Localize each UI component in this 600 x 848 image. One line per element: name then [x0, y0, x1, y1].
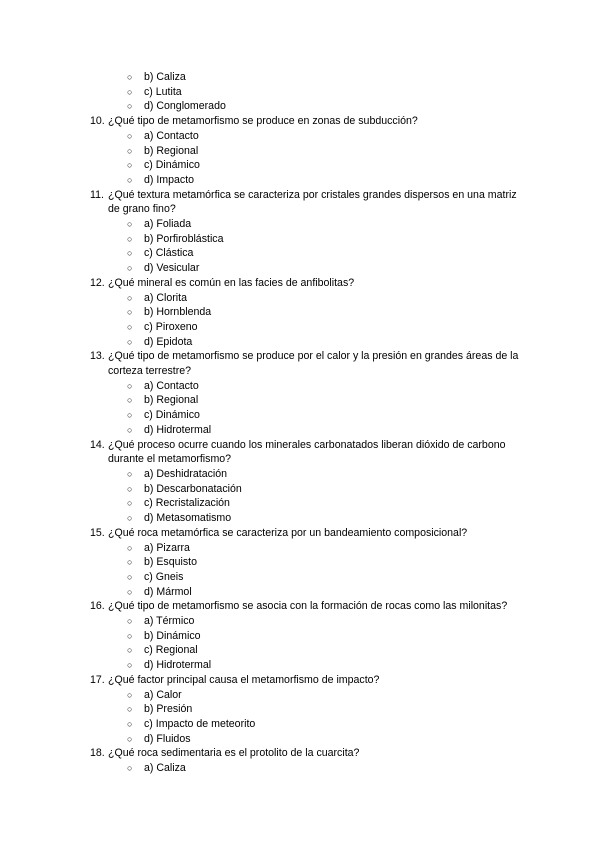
- option-label: a) Clorita: [144, 291, 187, 304]
- option-label: d) Hidrotermal: [144, 423, 212, 436]
- question-number: 11.: [90, 188, 104, 201]
- bullet-icon: ○: [127, 763, 133, 774]
- bullet-icon: ○: [127, 380, 133, 391]
- option-label: a) Pizarra: [144, 541, 190, 554]
- question-list: [0, 70, 600, 776]
- question-number: 10.: [90, 115, 105, 128]
- bullet-icon: ○: [127, 130, 133, 141]
- option-label: c) Regional: [144, 644, 198, 657]
- option-label: c) Lutita: [144, 85, 182, 98]
- question-number: 14.: [90, 438, 105, 451]
- bullet-icon: ○: [127, 321, 133, 332]
- question-text: ¿Qué roca metamórfica se caracteriza por un bandeamiento composicional?: [108, 526, 468, 539]
- option-item: [0, 467, 600, 482]
- bullet-icon: ○: [127, 424, 133, 435]
- option-label: a) Contacto: [144, 129, 199, 142]
- bullet-icon: ○: [127, 395, 133, 406]
- option-item: [0, 717, 600, 732]
- bullet-icon: ○: [127, 160, 133, 171]
- option-label: b) Hornblenda: [144, 306, 212, 319]
- question-item: [0, 114, 600, 129]
- option-item: [0, 129, 600, 144]
- option-item: [0, 70, 600, 85]
- option-label: b) Descarbonatación: [144, 482, 242, 495]
- question-text: ¿Qué tipo de metamorfismo se asocia con la formación de rocas como las milonitas?: [108, 600, 508, 613]
- question-number: 16.: [90, 600, 105, 613]
- option-item: [0, 482, 600, 497]
- option-label: c) Gneis: [144, 570, 184, 583]
- question-text: ¿Qué tipo de metamorfismo se produce por el calor y la presión en grandes áreas de la corteza terrestre?: [108, 350, 519, 378]
- question-text: ¿Qué textura metamórfica se caracteriza por cristales grandes dispersos en una matriz de grano fino?: [108, 188, 517, 216]
- option-item: [0, 217, 600, 232]
- option-label: d) Epidota: [144, 335, 193, 348]
- option-item: [0, 423, 600, 438]
- question-text: ¿Qué tipo de metamorfismo se produce en zonas de subducción?: [108, 115, 418, 128]
- option-item: [0, 614, 600, 629]
- option-item: [0, 379, 600, 394]
- bullet-icon: ○: [127, 616, 133, 627]
- bullet-icon: ○: [127, 586, 133, 597]
- bullet-icon: ○: [127, 72, 133, 82]
- option-item: [0, 85, 600, 100]
- bullet-icon: ○: [127, 571, 133, 582]
- option-label: d) Fluidos: [144, 732, 191, 745]
- option-label: c) Clástica: [144, 247, 194, 260]
- option-item: [0, 246, 600, 261]
- bullet-icon: ○: [127, 645, 133, 656]
- bullet-icon: ○: [127, 86, 133, 97]
- option-item: [0, 761, 600, 776]
- option-item: [0, 320, 600, 335]
- option-label: d) Impacto: [144, 173, 195, 186]
- option-label: c) Dinámico: [144, 409, 200, 422]
- question-text: ¿Qué roca sedimentaria es el protolito de la cuarcita?: [108, 747, 360, 760]
- bullet-icon: ○: [127, 704, 133, 715]
- bullet-icon: ○: [127, 557, 133, 568]
- option-item: [0, 732, 600, 747]
- option-item: [0, 570, 600, 585]
- option-label: a) Deshidratación: [144, 467, 228, 480]
- option-item: [0, 643, 600, 658]
- bullet-icon: ○: [127, 219, 133, 230]
- bullet-icon: ○: [127, 542, 133, 553]
- option-item: [0, 658, 600, 673]
- option-label: b) Caliza: [144, 71, 186, 83]
- bullet-icon: ○: [127, 513, 133, 524]
- option-item: [0, 555, 600, 570]
- question-item: [0, 746, 600, 761]
- question-number: 13.: [90, 350, 105, 363]
- bullet-icon: ○: [127, 689, 133, 700]
- option-item: [0, 702, 600, 717]
- bullet-icon: ○: [127, 233, 133, 244]
- option-item: [0, 541, 600, 556]
- question-number: 17.: [90, 673, 105, 686]
- option-label: d) Vesicular: [144, 262, 200, 275]
- option-item: [0, 261, 600, 276]
- option-item: [0, 232, 600, 247]
- option-item: [0, 291, 600, 306]
- option-label: b) Esquisto: [144, 556, 197, 569]
- question-text: ¿Qué proceso ocurre cuando los minerales carbonatados liberan dióxido de carbono durante el metamorfismo?: [108, 438, 506, 466]
- question-item: [0, 673, 600, 688]
- option-item: [0, 99, 600, 114]
- question-item: [0, 438, 600, 467]
- question-item: [0, 276, 600, 291]
- bullet-icon: ○: [127, 174, 133, 185]
- option-label: d) Conglomerado: [144, 100, 226, 113]
- option-item: [0, 335, 600, 350]
- option-label: a) Foliada: [144, 218, 192, 231]
- bullet-icon: ○: [127, 483, 133, 494]
- bullet-icon: ○: [127, 263, 133, 274]
- option-label: a) Caliza: [144, 762, 186, 775]
- option-item: [0, 511, 600, 526]
- option-item: [0, 305, 600, 320]
- question-item: [0, 599, 600, 614]
- option-item: [0, 144, 600, 159]
- option-label: d) Mármol: [144, 585, 192, 598]
- bullet-icon: ○: [127, 307, 133, 318]
- bullet-icon: ○: [127, 630, 133, 641]
- option-item: [0, 158, 600, 173]
- bullet-icon: ○: [127, 410, 133, 421]
- question-item: [0, 526, 600, 541]
- option-label: b) Presión: [144, 703, 193, 716]
- bullet-icon: ○: [127, 248, 133, 259]
- option-label: b) Dinámico: [144, 629, 201, 642]
- option-label: a) Térmico: [144, 615, 195, 628]
- bullet-icon: ○: [127, 498, 133, 509]
- option-label: b) Porfiroblástica: [144, 232, 224, 245]
- option-label: d) Metasomatismo: [144, 512, 232, 525]
- option-item: [0, 408, 600, 423]
- question-text: ¿Qué factor principal causa el metamorfismo de impacto?: [108, 673, 380, 686]
- option-label: c) Dinámico: [144, 159, 200, 172]
- option-label: c) Recristalización: [144, 497, 230, 510]
- question-number: 18.: [90, 747, 105, 760]
- question-text: ¿Qué mineral es común en las facies de anfibolitas?: [108, 276, 355, 289]
- bullet-icon: ○: [127, 733, 133, 744]
- option-item: [0, 585, 600, 600]
- question-number: 12.: [90, 276, 105, 289]
- bullet-icon: ○: [127, 336, 133, 347]
- option-item: [0, 393, 600, 408]
- option-label: d) Hidrotermal: [144, 659, 212, 672]
- question-item: [0, 188, 600, 217]
- question-number: 15.: [90, 526, 105, 539]
- option-item: [0, 688, 600, 703]
- option-item: [0, 496, 600, 511]
- bullet-icon: ○: [127, 718, 133, 729]
- option-label: a) Contacto: [144, 379, 199, 392]
- bullet-icon: ○: [127, 660, 133, 671]
- option-label: b) Regional: [144, 144, 199, 157]
- option-label: c) Piroxeno: [144, 320, 198, 333]
- bullet-icon: ○: [127, 101, 133, 112]
- option-item: [0, 173, 600, 188]
- question-item: [0, 349, 600, 378]
- option-label: a) Calor: [144, 688, 182, 701]
- bullet-icon: ○: [127, 292, 133, 303]
- option-label: b) Regional: [144, 394, 199, 407]
- option-item: [0, 629, 600, 644]
- bullet-icon: ○: [127, 145, 133, 156]
- bullet-icon: ○: [127, 468, 133, 479]
- option-label: c) Impacto de meteorito: [144, 717, 256, 730]
